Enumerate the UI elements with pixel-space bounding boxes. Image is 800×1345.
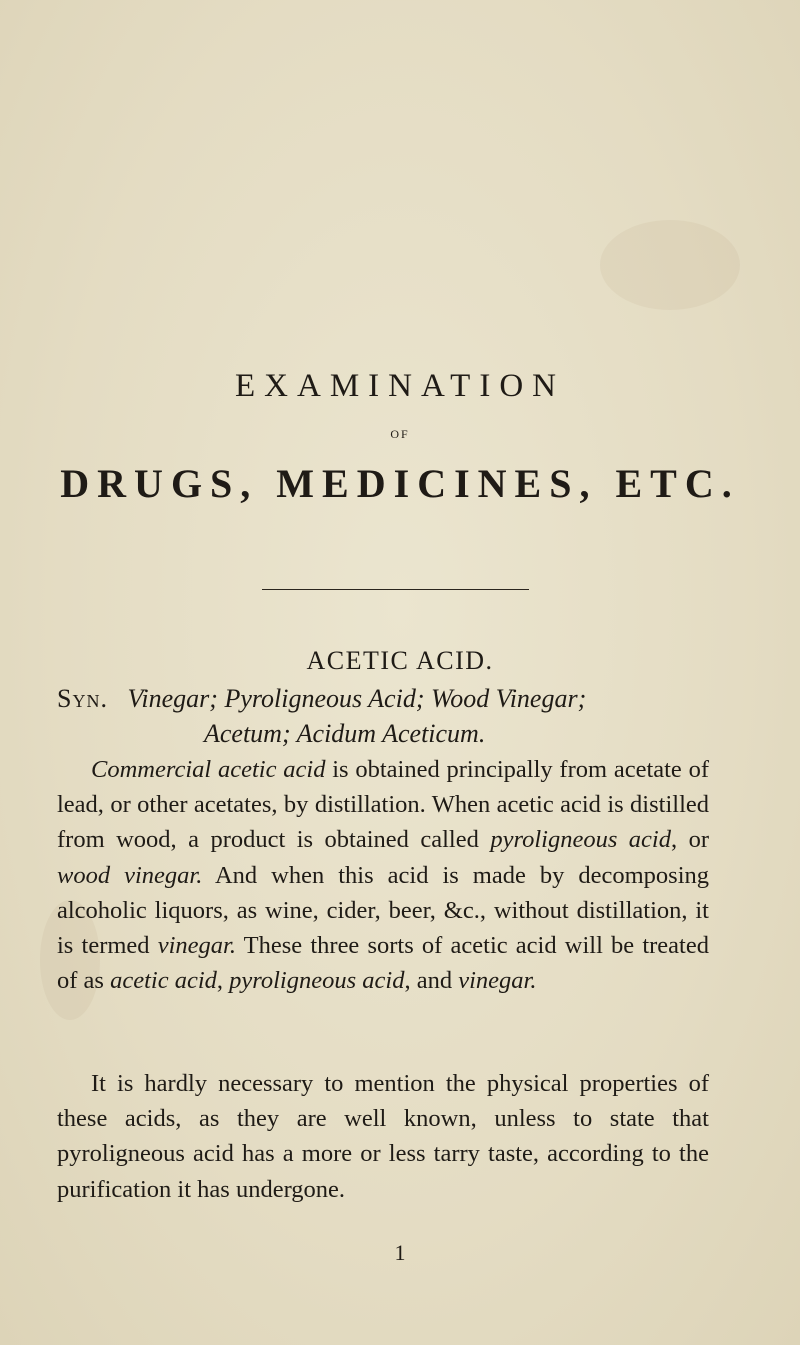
synonyms-line-1 [57, 681, 737, 716]
italic-term: Commercial acetic acid [91, 756, 326, 783]
title-of: OF [390, 427, 410, 441]
italic-term: pyroligneous acid [229, 967, 405, 995]
paper-stain [600, 220, 740, 310]
paragraph-text: , [216, 967, 230, 995]
paragraph-physical-properties: It is hardly necessary to mention the physical properties of these acids, as they are well known, unless to state that pyroligneous acid has a more or less tarry taste, according to the purification it has undergone. [57, 1070, 709, 1203]
title-line-examination: EXAMINATION [235, 368, 565, 404]
paragraph-text: These three sorts of acetic acid will be treated of as [57, 932, 709, 995]
paragraph-text: And when this acid is made by decomposing alcoholic liquors, as wine, cider, beer, &c., without distillation, it is termed [57, 861, 709, 960]
italic-term: acetic acid [110, 967, 217, 995]
synonyms-text-1: Vinegar; Pyroligneous Acid; Wood Vinegar; [127, 684, 587, 713]
paragraph-text: , or [671, 826, 709, 854]
horizontal-rule [262, 589, 529, 590]
synonyms-label: Syn. [57, 684, 108, 713]
page-number: 1 [394, 1240, 406, 1265]
paragraph-commercial-acetic-acid [57, 752, 709, 998]
paragraph-text: is obtained principally from acetate of lead, or other acetates, by distillation. When acetic acid is distilled from wood, a product is obtained called [57, 756, 709, 854]
italic-term: wood vinegar. [57, 861, 203, 889]
title-line-drugs-medicines: DRUGS, MEDICINES, ETC. [60, 461, 740, 506]
paragraph-text: , and [404, 967, 459, 995]
italic-term: pyroligneous acid [490, 826, 671, 854]
synonyms-text-2: Acetum; Acidum Aceticum. [204, 719, 486, 748]
synonyms-line-2 [204, 716, 485, 751]
section-title: ACETIC ACID. [306, 646, 494, 675]
italic-term: vinegar. [157, 932, 236, 960]
italic-term: vinegar. [458, 967, 537, 995]
